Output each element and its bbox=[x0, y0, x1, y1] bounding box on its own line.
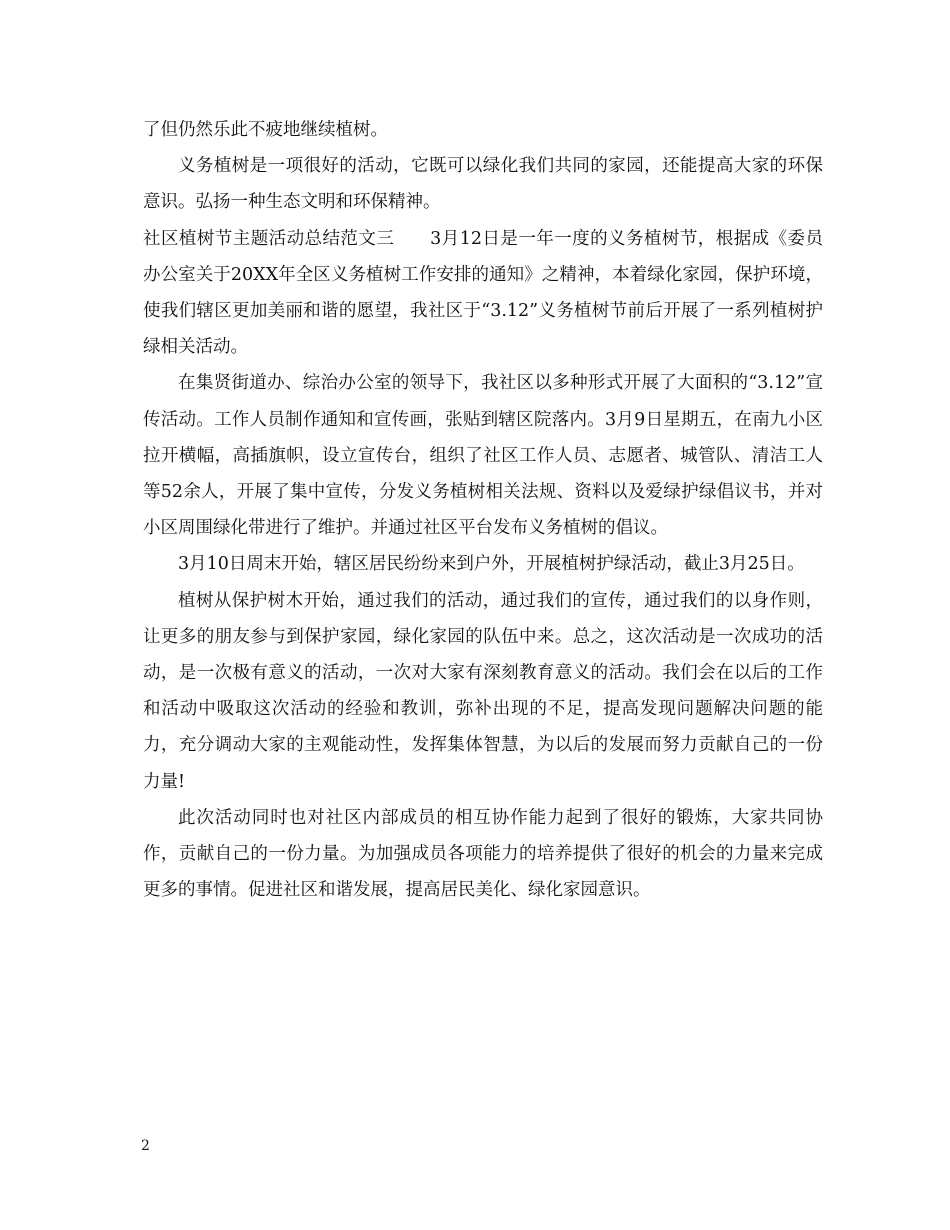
paragraph: 3月10日周末开始，辖区居民纷纷来到户外，开展植树护绿活动，截止3月25日。 bbox=[178, 554, 805, 575]
paragraph: 植树从保护树木开始，通过我们的活动，通过我们的宣传，通过我们的以身作则，让更多的朋友参与到保护家园，绿化家园的队伍中来。总之，这次活动是一次成功的活动，是一次极有意义的活动，一次对大家有深刻教育意义的活动。我们会在以后的工作和活动中吸取这次活动的经验和教训，弥补出现的不足，提高发现问题解决问题的能力，充分调动大家的主观能动性，发挥集体智慧，为以后的发展而努力贡献自己的一份力量! bbox=[143, 590, 823, 792]
paragraph: 社区植树节主题活动总结范文三 3月12日是一年一度的义务植树节，根据成《委员办公室关于20XX年全区义务植树工作安排的通知》之精神，本着绿化家园，保护环境，使我们辖区更加美丽和谐的愿望，我社区于“3.12”义务植树节前后开展了一系列植树护绿相关活动。 bbox=[143, 228, 823, 358]
paragraph: 义务植树是一项很好的活动，它既可以绿化我们共同的家园，还能提高大家的环保意识。弘扬一种生态文明和环保精神。 bbox=[143, 156, 823, 213]
paragraph: 在集贤街道办、综治办公室的领导下，我社区以多种形式开展了大面积的“3.12”宣传活动。工作人员制作通知和宣传画，张贴到辖区院落内。3月9日星期五，在南九小区拉开横幅，高插旗帜，设立宣传台，组织了社区工作人员、志愿者、城管队、清洁工人等52余人，开展了集中宣传，分发义务植树相关法规、资料以及爱绿护绿倡议书，并对小区周围绿化带进行了维护。并通过社区平台发布义务植树的倡议。 bbox=[143, 373, 823, 539]
paragraph: 了但仍然乐此不疲地继续植树。 bbox=[143, 120, 388, 140]
document-body bbox=[143, 112, 823, 908]
page-number: 2 bbox=[141, 1138, 150, 1154]
paragraph: 此次活动同时也对社区内部成员的相互协作能力起到了很好的锻炼，大家共同协作，贡献自己的一份力量。为加强成员各项能力的培养提供了很好的机会的力量来完成更多的事情。促进社区和谐发展，提高居民美化、绿化家园意识。 bbox=[143, 807, 823, 901]
